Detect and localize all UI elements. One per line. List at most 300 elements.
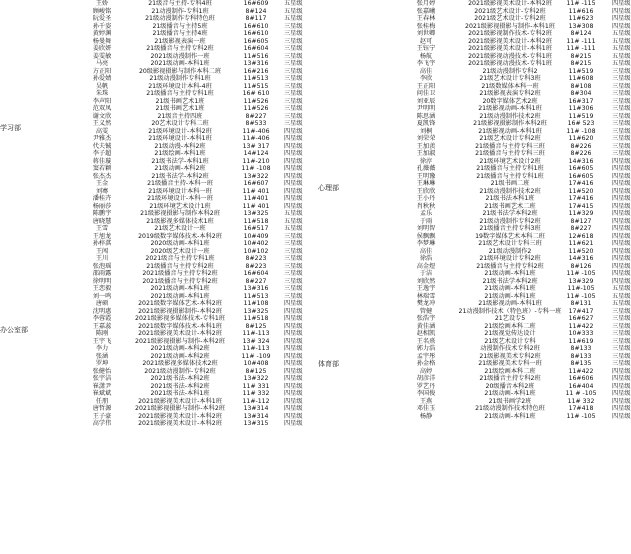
member-star-level: 四星级	[284, 307, 303, 315]
member-name: 潘桂卉	[92, 195, 112, 202]
member-name: 张浩宇	[416, 315, 436, 322]
member-row	[30, 75, 303, 83]
department-group	[0, 22, 303, 233]
member-name: 夏凯锋	[416, 120, 436, 127]
member-room: 10#333	[568, 330, 594, 337]
member-star-level: 五星级	[284, 7, 303, 15]
member-star-level: 四星级	[612, 195, 631, 202]
member-name: 黄婷渊	[92, 30, 112, 37]
member-class: 21级影视摄影与制作本科2班	[140, 210, 220, 217]
member-star-level: 三星级	[284, 60, 303, 67]
member-name: 胡彦洋	[416, 375, 436, 382]
member-name: 尹明明	[416, 105, 436, 112]
member-room: 17#416	[568, 180, 594, 187]
member-name: 徐浩	[419, 255, 433, 262]
member-class: 2021级影视制作技术-专科2班	[468, 30, 552, 37]
member-class: 2021级影视多媒体技术-专科1班	[135, 315, 225, 322]
department-label: 体育部	[318, 359, 339, 368]
member-name: 孙千姿	[92, 22, 112, 30]
member-star-level: 四星级	[612, 247, 631, 255]
member-star-level: 四星级	[284, 165, 303, 172]
member-name: 王恋毅	[92, 285, 112, 292]
member-row	[344, 217, 631, 226]
member-row	[344, 75, 631, 83]
member-room: 8#215	[570, 52, 592, 60]
member-row	[30, 202, 303, 211]
member-name: 孟乐	[419, 210, 433, 217]
member-star-level: 三星级	[612, 307, 631, 315]
member-class: 21级动漫制作技术2班	[479, 187, 541, 195]
member-room: 13#315	[243, 420, 269, 427]
member-room: 8#133	[570, 345, 592, 352]
member-star-level: 五星级	[612, 45, 631, 52]
member-star-level: 三星级	[284, 120, 303, 127]
member-room: 11#306	[568, 105, 594, 112]
member-room: 13#314	[243, 412, 269, 420]
member-star-level: 三星级	[284, 292, 303, 300]
member-star-level: 四星级	[284, 142, 303, 150]
member-row	[344, 172, 631, 181]
member-class: 21级艺术设计专科	[484, 337, 536, 345]
member-name: 高金煜	[416, 262, 436, 270]
member-star-level: 四星级	[612, 22, 631, 30]
member-room: 11# 332	[242, 390, 270, 397]
member-star-level: 三星级	[612, 82, 631, 90]
member-row	[30, 345, 303, 353]
member-name: 侯飘飘	[416, 232, 436, 240]
member-name: 王旭龙	[92, 232, 112, 240]
member-class: 21级环境设计-本科1班	[148, 135, 212, 142]
member-star-level: 五星级	[612, 30, 631, 37]
member-name: 谢文欣	[92, 112, 112, 120]
member-name: 陈思涵	[416, 112, 436, 120]
member-row	[30, 367, 303, 376]
member-class: 21级绘画本科二班	[484, 367, 536, 375]
member-row	[30, 285, 303, 293]
member-star-level: 三星级	[612, 150, 631, 157]
member-star-level: 三星级	[284, 105, 303, 112]
member-row	[30, 97, 303, 106]
member-row	[344, 142, 631, 151]
member-room: 11#516	[243, 52, 269, 60]
member-room: 11#513	[243, 292, 269, 300]
member-room: 13#329	[568, 277, 594, 285]
member-row	[344, 352, 631, 361]
member-star-level: 四星级	[612, 412, 631, 420]
member-star-level: 三星级	[612, 322, 631, 330]
member-star-level: 四星级	[612, 232, 631, 240]
member-star-level: 四星级	[612, 172, 631, 180]
member-star-level: 四星级	[284, 195, 303, 202]
department-label: 心理部	[318, 183, 339, 192]
member-star-level: 三星级	[612, 352, 631, 360]
member-room: 14#316	[568, 157, 594, 165]
member-class: 21级影视表演专科2班	[479, 90, 541, 97]
member-row	[30, 82, 303, 91]
member-class: 21级播音与主持5班	[152, 22, 208, 30]
member-row	[344, 195, 631, 203]
member-class: 2021级音与主持专科1班	[145, 255, 215, 262]
member-class: 2021级影视动漫技术-专科1班	[468, 52, 552, 60]
member-room: 11# -111	[566, 37, 596, 45]
member-class: 21动漫制作技术（特色班）-专科一班	[458, 307, 562, 315]
member-star-level: 四星级	[284, 397, 303, 405]
member-room: 16#610	[243, 30, 269, 37]
member-row	[30, 405, 303, 413]
member-class: 21级艺术设计专科三班	[478, 240, 542, 247]
member-star-level: 五星级	[612, 52, 631, 60]
member-row	[344, 120, 631, 128]
member-class: 21级播音与主持专科1班	[476, 172, 544, 180]
member-row	[344, 22, 631, 31]
member-row	[344, 127, 631, 136]
member-star-level: 四星级	[284, 157, 303, 165]
department-group	[300, 307, 631, 421]
member-name: 高学伟	[92, 420, 112, 427]
member-class: 21级播音与主持专科2班	[146, 45, 214, 52]
member-star-level: 三星级	[284, 67, 303, 75]
member-class: 2021级动画-本科1班	[150, 60, 210, 67]
member-name: 樊龙冲	[416, 300, 436, 307]
member-row	[30, 352, 303, 361]
member-class: 21级影视美术专科2班	[479, 352, 541, 360]
member-room: 13# 317	[242, 142, 270, 150]
member-class: 2021级影视美术设计-本科2班	[468, 37, 552, 45]
member-row	[30, 300, 303, 308]
member-class: 21动漫制作-专科1班	[151, 7, 209, 15]
member-name: 李蓉霞	[92, 315, 112, 322]
member-room: 11#519	[568, 67, 594, 75]
member-name: 王琳琳	[416, 180, 436, 187]
member-room: 8#304	[570, 90, 592, 97]
member-class: 21级艺术设计专科3班	[479, 75, 541, 82]
member-name: 唐哲源	[92, 405, 112, 412]
member-name: 杨航	[419, 52, 433, 60]
member-row	[344, 232, 631, 241]
member-name: 吴帆	[95, 82, 109, 90]
member-room: 11# 331	[242, 382, 270, 390]
member-room: 11#422	[568, 367, 594, 375]
member-name: 肖秋秋	[416, 202, 436, 210]
member-room: 16# 523	[567, 120, 595, 127]
member-name: 李梦琳	[416, 240, 436, 247]
member-class: 2021级动漫制作一班	[150, 52, 210, 60]
member-name: 陈鹏宇	[92, 210, 112, 217]
member-class: 21级书法学-本科2班	[151, 172, 209, 180]
member-name: 崔潇尹	[92, 382, 112, 390]
member-room: 16#317	[568, 97, 594, 105]
member-name: 刘骞	[95, 187, 109, 195]
member-star-level: 三星级	[284, 30, 303, 37]
member-room: 17#417	[568, 307, 594, 315]
member-class: 21级播音主持专科3班	[479, 225, 541, 232]
member-name: 高雯	[95, 127, 109, 135]
member-row	[30, 120, 303, 128]
member-class: 21级环境设计本科-4班	[148, 82, 212, 90]
member-row	[344, 150, 631, 158]
member-class: 21级动漫制作专科2	[482, 67, 538, 75]
member-star-level: 四星级	[284, 337, 303, 345]
member-star-level: 三星级	[612, 105, 631, 112]
member-name: 张健怡	[92, 367, 112, 375]
member-name: 高婷	[419, 367, 433, 375]
member-room: 13#316	[243, 285, 269, 292]
member-row	[344, 187, 631, 196]
member-star-level: 四星级	[612, 187, 631, 195]
member-name: 李力	[95, 345, 109, 352]
member-row	[344, 0, 631, 8]
member-star-level: 四星级	[612, 0, 631, 7]
member-class: 21级动漫制作技术特色班	[475, 405, 545, 412]
member-name: 顾峻铭	[92, 7, 112, 15]
member-name: 刘亚辰	[416, 97, 436, 105]
member-name: 王明豫	[416, 172, 436, 180]
member-name: 唐晓慧	[92, 217, 112, 225]
member-class: 21级动画-本科1班	[484, 270, 536, 277]
member-star-level: 五星级	[612, 285, 631, 292]
member-name: 王子豪	[92, 412, 112, 420]
member-star-level: 三星级	[612, 112, 631, 120]
member-list	[344, 67, 631, 308]
department-label: 办公室部	[0, 326, 28, 334]
member-class: 21级绘画-本科1班	[154, 150, 206, 157]
member-class: 2021级动画-本科1班	[150, 285, 210, 292]
member-room: 11#401	[243, 195, 269, 202]
member-room: 8#135	[570, 360, 592, 367]
member-star-level: 四星级	[612, 375, 631, 382]
member-room: 8#126	[570, 262, 592, 270]
member-class: 2020级艺术设计一班	[150, 247, 210, 255]
member-name: 孙梓淇	[92, 240, 112, 247]
member-name: 杨曼舞	[92, 37, 112, 45]
member-name: 王名熹	[416, 337, 436, 345]
member-class: 2021级播音与主持专科2班	[142, 277, 218, 285]
member-row	[30, 30, 303, 38]
member-room: 16#627	[568, 315, 594, 322]
member-star-level: 三星级	[612, 127, 631, 135]
member-star-level: 四星级	[612, 382, 631, 390]
member-room: 17#416	[568, 195, 594, 202]
member-room: 8#226	[570, 150, 592, 157]
member-row	[30, 180, 303, 188]
member-class: 21级音与主持-专科4班	[148, 0, 212, 7]
member-row	[30, 420, 303, 428]
member-name: 邓佳玉	[416, 405, 436, 412]
member-name: 孙金格	[416, 360, 436, 367]
member-class: 21级影视动画-本科1班	[478, 105, 542, 112]
member-star-level: 四星级	[612, 180, 631, 187]
member-room: 11# -108	[241, 165, 271, 172]
member-room: 14#316	[568, 255, 594, 262]
member-name: 徐明明	[92, 277, 112, 285]
member-class: 21级音主持四班	[157, 112, 203, 120]
member-class: 21级动漫-本科2班	[154, 142, 206, 150]
member-room: 16#605	[568, 165, 594, 172]
member-row	[30, 277, 303, 286]
member-room: 13#322	[243, 172, 269, 180]
member-row	[344, 135, 631, 143]
member-class: 21级环境设计-本科一班	[147, 195, 213, 202]
member-room: 11# -109	[241, 352, 271, 360]
left-roster	[0, 0, 303, 428]
member-name: 王逸宇	[416, 285, 436, 292]
member-name: 王加淑	[416, 150, 436, 157]
member-star-level: 三星级	[612, 97, 631, 105]
member-row	[344, 270, 631, 278]
member-star-level: 四星级	[284, 352, 303, 360]
member-row	[30, 262, 303, 271]
member-class: 21级动画-本科2班	[154, 165, 206, 172]
member-row	[344, 262, 631, 271]
member-star-level: 四星级	[284, 172, 303, 180]
member-row	[344, 412, 631, 421]
member-star-level: 四星级	[284, 412, 303, 420]
member-class: 21级播音与主持专科2班	[476, 262, 544, 270]
member-star-level: 三星级	[284, 277, 303, 285]
member-star-level: 四星级	[284, 135, 303, 142]
member-star-level: 三星级	[612, 135, 631, 142]
member-room: 16#607	[243, 180, 269, 187]
member-room: 16#517	[243, 225, 269, 232]
member-row	[344, 307, 631, 316]
member-name: 代夫铖	[92, 142, 112, 150]
member-room: 11#-105	[567, 285, 595, 292]
member-room: 11# 401	[242, 187, 270, 195]
member-star-level: 四星级	[284, 375, 303, 382]
member-row	[30, 135, 303, 143]
member-room: 11#619	[568, 337, 594, 345]
member-star-level: 三星级	[284, 270, 303, 277]
member-room: 11#329	[568, 210, 594, 217]
member-row	[30, 60, 303, 68]
member-name: 姜欣妍	[92, 45, 112, 52]
member-star-level: 四星级	[612, 217, 631, 225]
department-group	[300, 67, 631, 308]
member-star-level: 四星级	[284, 300, 303, 307]
member-star-level: 三星级	[612, 142, 631, 150]
member-row	[344, 382, 631, 391]
member-class: 21级播音与主持专科三班	[475, 142, 545, 150]
member-class: 20艺术设计专科二班	[151, 120, 209, 127]
member-room: 16#604	[243, 45, 269, 52]
member-name: 于洁	[419, 270, 433, 277]
member-name: 刘明智	[416, 225, 436, 232]
member-name: 范双凤	[92, 105, 112, 112]
member-row	[344, 315, 631, 323]
member-room: 16#605	[243, 37, 269, 45]
member-star-level: 四星级	[284, 345, 303, 352]
member-class: 2019级数字媒体技术-本科2班	[138, 232, 222, 240]
member-class: 21艺设专5	[494, 315, 526, 322]
member-row	[30, 15, 303, 23]
member-room: 16#610	[243, 22, 269, 30]
member-name: 张嘉曦	[416, 7, 436, 15]
member-room: 8#125	[245, 322, 267, 330]
member-row	[344, 52, 631, 61]
member-room: 10#102	[243, 247, 269, 255]
member-star-level: 三星级	[284, 45, 303, 52]
member-room: 11#518	[243, 315, 269, 322]
member-star-level: 四星级	[284, 367, 303, 375]
member-row	[344, 292, 631, 301]
member-room: 11#519	[568, 112, 594, 120]
member-row	[344, 390, 631, 398]
member-row	[30, 7, 303, 16]
member-name: 张泡瑶	[92, 262, 112, 270]
member-star-level: 四星级	[612, 210, 631, 217]
member-star-level: 三星级	[284, 112, 303, 120]
member-room: 11#520	[568, 187, 594, 195]
member-name: 问佳卫	[416, 90, 436, 97]
member-name: 高佳	[419, 67, 433, 75]
member-name: 徐淳	[419, 157, 433, 165]
member-room: 13#322	[243, 375, 269, 382]
member-name: 窦若颖	[92, 165, 112, 172]
member-list	[30, 0, 303, 23]
member-room: 16# 610	[242, 90, 270, 97]
member-room: 11#-406	[242, 135, 270, 142]
member-name: 杨丽莎	[92, 202, 112, 210]
member-room: 11#-113	[242, 330, 270, 337]
member-class: 2021级书法-本科1班	[150, 390, 210, 397]
member-row	[30, 90, 303, 98]
member-star-level: 四星级	[284, 405, 303, 412]
member-class: 2021级影视美术设计-本科2班	[138, 412, 222, 420]
member-room: 11#-210	[242, 157, 270, 165]
member-class: 21级动漫制作2	[488, 247, 532, 255]
member-room: 13#316	[243, 60, 269, 67]
member-class: 2021级书法-本科2班	[150, 375, 210, 382]
member-class: 21级动画-本科1班	[484, 412, 536, 420]
member-row	[344, 7, 631, 16]
member-name: 王川	[95, 255, 109, 262]
member-name: 孙爱婧	[92, 75, 112, 82]
member-class: 2021级影视摄影与制作-本科1班	[465, 22, 555, 30]
member-row	[30, 187, 303, 196]
member-room: 16#404	[568, 382, 594, 390]
member-row	[344, 285, 631, 293]
member-row	[344, 105, 631, 113]
member-room: 12#618	[568, 232, 594, 240]
member-class: 21级影视美术专科一班	[478, 360, 542, 367]
member-star-level: 三星级	[612, 315, 631, 322]
member-star-level: 三星级	[612, 330, 631, 337]
member-class: 21级艺术设计一班	[154, 225, 206, 232]
member-class: 2021级影视摄影与制作-本科2班	[135, 405, 225, 412]
member-class: 20级播音本科2班	[485, 382, 535, 390]
member-room: 16#609	[243, 0, 269, 7]
member-name: 高佳	[419, 247, 433, 255]
member-class: 动漫制作技术专科2班	[480, 345, 540, 352]
member-row	[30, 247, 303, 256]
member-star-level: 四星级	[284, 360, 303, 367]
member-room: 11#620	[568, 135, 594, 142]
member-row	[344, 367, 631, 376]
member-name: 罗坤	[95, 360, 109, 367]
member-row	[30, 172, 303, 181]
member-row	[30, 337, 303, 346]
member-list	[344, 0, 631, 68]
member-name: 张月婷	[416, 0, 436, 7]
member-name: 朱珠	[95, 90, 109, 97]
member-star-level: 五星级	[284, 0, 303, 7]
right-roster	[300, 0, 631, 420]
member-class: 21级环境设计本科一班	[148, 187, 212, 195]
member-star-level: 三星级	[284, 52, 303, 60]
member-star-level: 五星级	[284, 15, 303, 22]
member-room: 8#215	[570, 60, 592, 67]
member-row	[30, 375, 303, 383]
